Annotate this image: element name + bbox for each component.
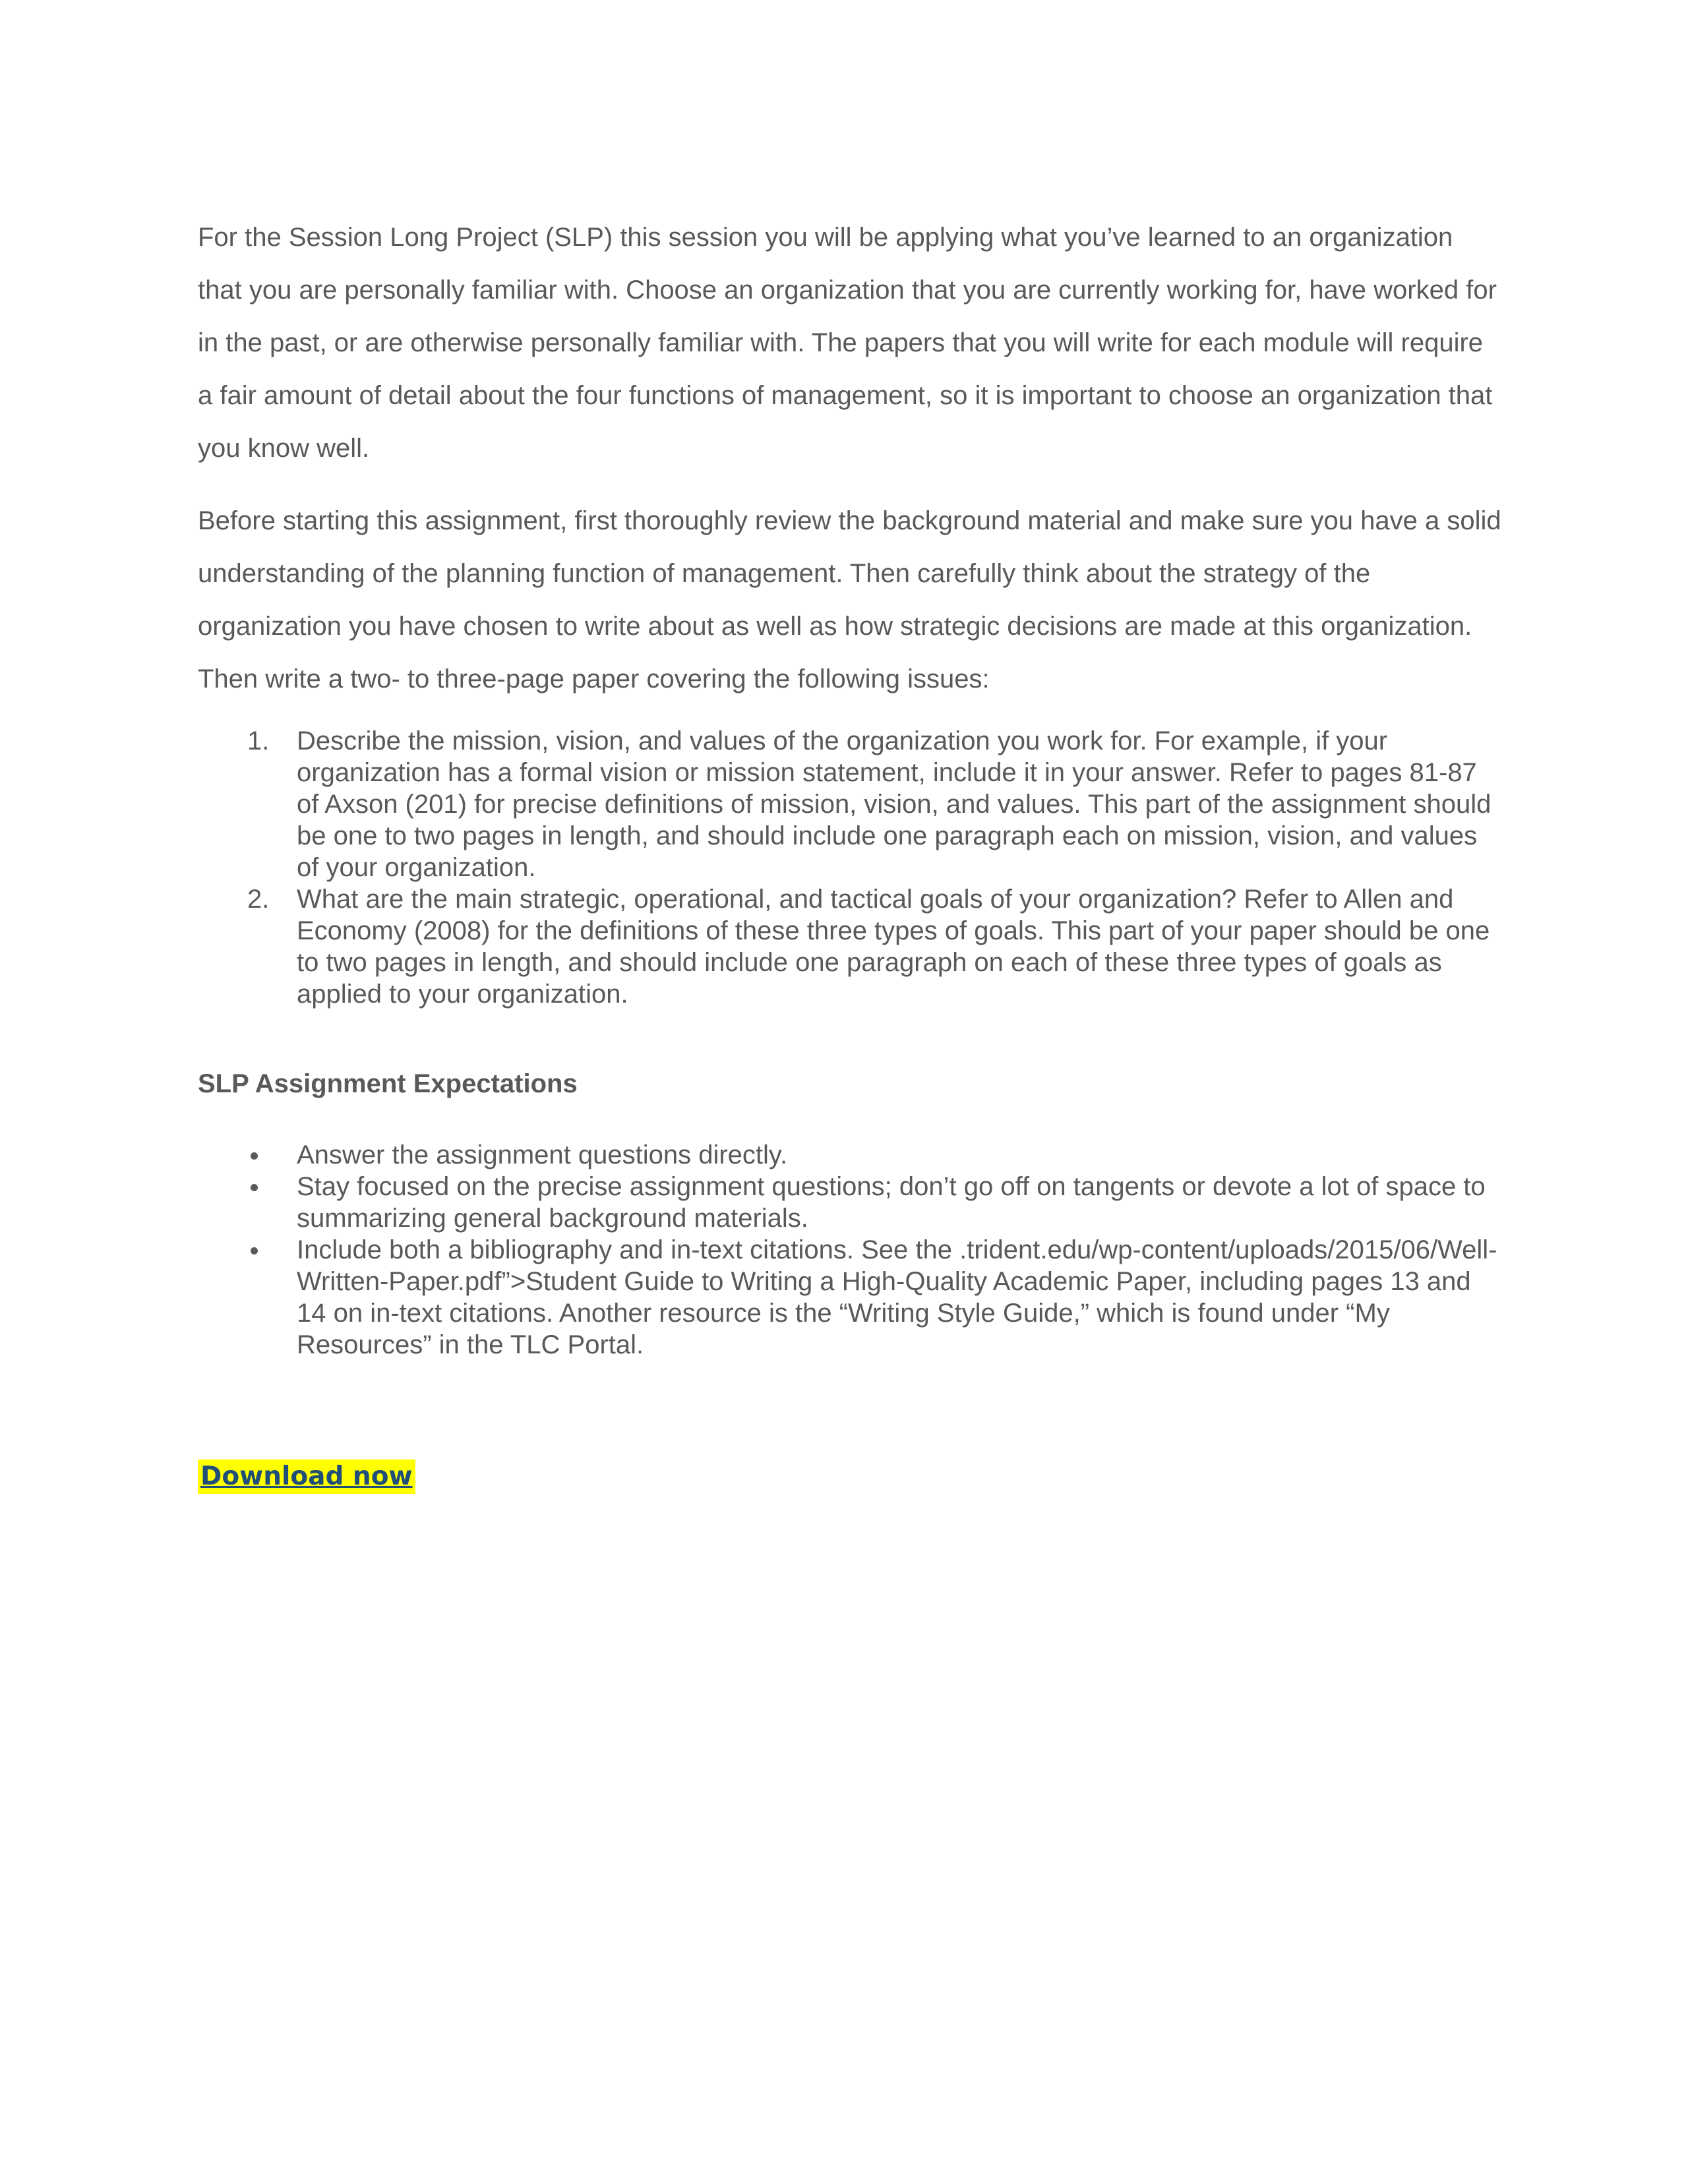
list-item-text: Answer the assignment questions directly. <box>297 1140 788 1169</box>
list-item-text: What are the main strategic, operational, and tactical goals of your organization? Refer to Allen and Economy (2008) for the definitions of these three types of goals. This part of your paper should be one to two pages in length, and should include one paragraph on each of these three types of goals as applied to your organization. <box>297 885 1490 1009</box>
list-item <box>198 883 1503 1010</box>
bullet-icon <box>251 1152 258 1160</box>
download-container <box>198 1460 1503 1494</box>
download-link[interactable]: Download now <box>198 1460 415 1494</box>
intro-paragraph: For the Session Long Project (SLP) this session you will be applying what you’ve learned to an organization that you are personally familiar with. Choose an organization that you are currently working for, have worked for in the past, or are otherwise personally familiar with. The papers that you will write for each module will require a fair amount of detail about the four functions of management, so it is important to choose an organization that you know well. <box>198 223 1497 463</box>
list-item-text: Stay focused on the precise assignment questions; don’t go off on tangents or devote a lot of space to summarizing general background materials. <box>297 1172 1486 1233</box>
list-item <box>198 1234 1503 1361</box>
list-item <box>198 1139 1503 1171</box>
expectations-heading: SLP Assignment Expectations <box>198 1069 578 1098</box>
expectations-list <box>198 1139 1503 1361</box>
list-item-text: Describe the mission, vision, and values of the organization you work for. For example, if your organization has a formal vision or mission statement, include it in your answer. Refer to pages 81-87 of Axson (201) for precise definitions of mission, vision, and values. This part of the assignment should be one to two pages in length, and should include one paragraph each on mission, vision, and values of your organization. <box>297 726 1492 882</box>
list-number: 1. <box>247 726 270 755</box>
list-item-text: Include both a bibliography and in-text citations. See the .trident.edu/wp-content/uploads/2015/06/Well-Written-Paper.pdf”>Student Guide to Writing a High-Quality Academic Paper, including pages 13 and 14 on in-text citations. Another resource is the “Writing Style Guide,” which is found under “My Resources” in the TLC Portal. <box>297 1235 1497 1359</box>
document-page <box>198 211 1503 1494</box>
list-number: 2. <box>247 885 270 914</box>
bullet-icon <box>251 1247 258 1254</box>
list-item <box>198 725 1503 883</box>
issues-list <box>198 725 1503 1010</box>
instructions-paragraph: Before starting this assignment, first thoroughly review the background material and make sure you have a solid understanding of the planning function of management. Then carefully think about the strategy of the organization you have chosen to write about as well as how strategic decisions are made at this organization. Then write a two- to three-page paper covering the following issues: <box>198 506 1501 694</box>
bullet-icon <box>251 1184 258 1191</box>
list-item <box>198 1171 1503 1234</box>
